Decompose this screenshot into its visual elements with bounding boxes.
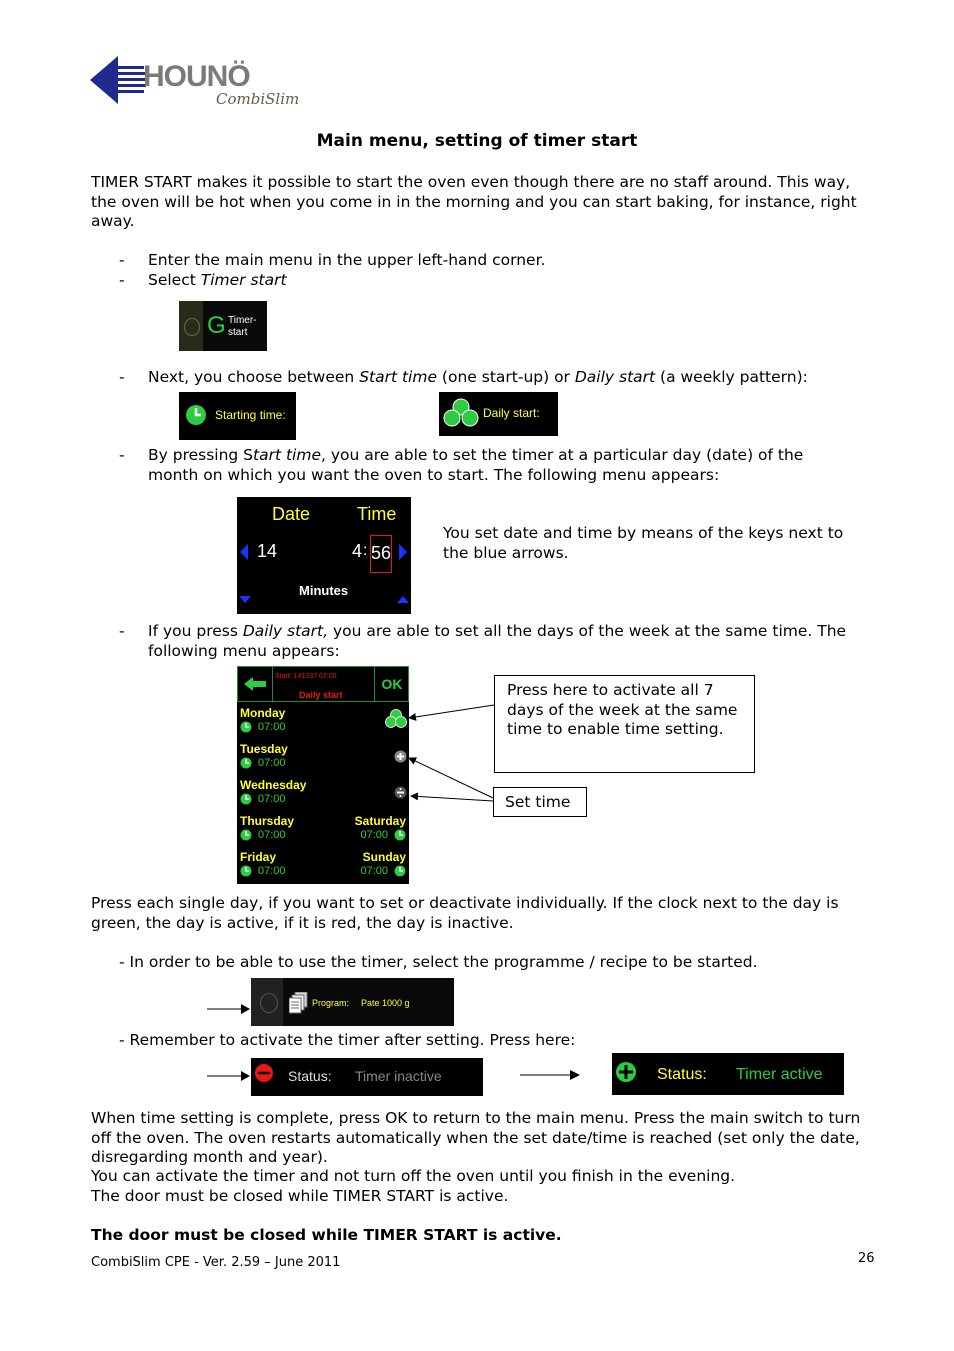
- day-time: 07:00: [360, 829, 388, 841]
- timer-g-icon: G: [207, 312, 226, 339]
- bullet-dash: -: [119, 368, 125, 386]
- callout-all-days: [494, 675, 755, 773]
- multi-clock-icon: [443, 398, 479, 428]
- daily-start-label: Daily start:: [483, 406, 540, 420]
- callout-all-days-text: Press here to activate all 7 days of the week at the same time to enable time setting.: [507, 681, 738, 739]
- clock-icon: [185, 404, 207, 426]
- status-inactive-value: Timer inactive: [355, 1068, 442, 1084]
- daily-start-screen: [237, 666, 409, 884]
- day-sunday[interactable]: [360, 850, 406, 877]
- day-name: Saturday: [354, 814, 406, 828]
- closing-paragraph: When time setting is complete, press OK to return to the main menu. Press the main switch to turn off the oven. The oven restarts automatically when the set date/time is reached (set only the date, disregarding month and year).: [91, 1109, 861, 1167]
- callout-set-time-text: Set time: [505, 793, 571, 811]
- bullet-dash: -: [119, 446, 125, 464]
- step-3: [148, 368, 868, 388]
- program-value: Pate 1000 g: [361, 998, 410, 1008]
- step-3-emphasis: Daily start: [574, 368, 656, 386]
- status-active-value: Timer active: [736, 1066, 823, 1083]
- ok-label: OK: [381, 676, 403, 692]
- day-time: 07:00: [360, 865, 388, 877]
- closing-paragraph: You can activate the timer and not turn off the oven until you finish in the evening.: [91, 1167, 736, 1185]
- day-name: Sunday: [362, 850, 406, 864]
- minute-value[interactable]: 56: [370, 535, 392, 573]
- logo-sub: CombiSlim: [216, 90, 300, 108]
- date-label: Date: [272, 504, 311, 524]
- step-5-text: If you press: [148, 622, 243, 640]
- date-time-note: You set date and time by means of the keys next to the blue arrows.: [443, 524, 844, 562]
- single-day-text: Press each single day, if you want to set or deactivate individually. If the clock next to the day is green, the day is active, if it is red, the day is inactive.: [91, 894, 839, 932]
- step-3-text: (one start-up) or: [437, 368, 575, 386]
- step-4-emphasis: tart time: [253, 446, 322, 464]
- day-thursday[interactable]: [240, 814, 294, 841]
- program-bar[interactable]: [251, 978, 454, 1026]
- pointer-arrow-icon: [207, 1069, 251, 1083]
- intro-paragraph: TIMER START makes it possible to start the oven even though there are no staff around. This way, the oven will be hot when you come in in the morning and you can start baking, for instance, right away.: [91, 173, 857, 231]
- footer-text: CombiSlim CPE - Ver. 2.59 – June 2011: [91, 1255, 341, 1270]
- arrow-up-icon[interactable]: [397, 596, 409, 603]
- pointer-arrow-icon: [207, 1002, 251, 1016]
- arrow-right-icon[interactable]: [399, 544, 407, 560]
- timer-label-line1: Timer-: [228, 315, 257, 326]
- day-time: 07:00: [258, 757, 286, 769]
- day-friday[interactable]: [240, 850, 286, 877]
- clock-icon: [240, 721, 252, 733]
- day-time: 07:00: [258, 721, 286, 733]
- status-active-label: Status:: [657, 1066, 707, 1083]
- bullet-dash: -: [119, 251, 125, 269]
- step-2-text: Select: [148, 271, 201, 289]
- step-1: Enter the main menu in the upper left-hand corner.: [148, 251, 546, 269]
- logo-brand: HOUNÖ: [143, 60, 250, 93]
- radio-circle-icon: [260, 993, 278, 1013]
- transition-arrow-icon: [520, 1068, 582, 1082]
- clock-icon: [240, 829, 252, 841]
- date-value[interactable]: 14: [257, 541, 278, 561]
- day-monday[interactable]: [240, 706, 286, 733]
- logo: [88, 52, 303, 116]
- bullet-dash: -: [119, 271, 125, 289]
- hour-value[interactable]: 4: [352, 541, 363, 561]
- step-4-text: By pressing S: [148, 446, 254, 464]
- remember-text: - Remember to activate the timer after setting. Press here:: [119, 1031, 576, 1049]
- step-5: [148, 622, 858, 661]
- page-title: Main menu, setting of timer start: [316, 131, 638, 151]
- step-2-emphasis: Timer start: [200, 271, 287, 289]
- timer-start-button[interactable]: [179, 301, 267, 351]
- day-time: 07:00: [258, 865, 286, 877]
- date-time-screen: [237, 497, 411, 614]
- day-name: Wednesday: [240, 778, 307, 792]
- clock-icon: [394, 865, 406, 877]
- callout-set-time: [493, 787, 587, 817]
- clock-icon: [394, 829, 406, 841]
- day-name: Monday: [240, 706, 286, 720]
- program-text: - In order to be able to use the timer, select the programme / recipe to be started.: [119, 953, 758, 971]
- day-time: 07:00: [258, 793, 286, 805]
- start-info: Start: 141037 07:00: [275, 673, 337, 680]
- daily-header: Daily start: [299, 690, 343, 700]
- page-number: 26: [858, 1251, 875, 1266]
- timer-label-line2: start: [228, 327, 248, 338]
- callout-arrows: [400, 700, 500, 810]
- bullet-dash: -: [119, 622, 125, 640]
- day-name: Thursday: [240, 814, 295, 828]
- plus-circle-icon: [615, 1061, 637, 1083]
- starting-time-label: Starting time:: [215, 408, 286, 422]
- clock-icon: [240, 793, 252, 805]
- minus-circle-icon: [254, 1063, 274, 1083]
- day-wednesday[interactable]: [240, 778, 306, 805]
- day-saturday[interactable]: [355, 814, 406, 841]
- back-button[interactable]: [238, 667, 273, 701]
- document-stack-icon: [289, 992, 309, 1014]
- step-4-text: , you are able to set the timer at a particular day (date) of the month on which you want the oven to start. The following menu appears:: [148, 446, 804, 484]
- status-inactive-label: Status:: [288, 1068, 332, 1084]
- radio-circle-icon: [184, 318, 200, 336]
- status-inactive-button[interactable]: [251, 1058, 483, 1096]
- step-3-emphasis: Start time: [359, 368, 437, 386]
- ok-button[interactable]: [374, 667, 409, 701]
- arrow-down-icon[interactable]: [239, 596, 251, 603]
- status-active-button[interactable]: [612, 1053, 844, 1095]
- daily-start-button[interactable]: [439, 392, 558, 436]
- step-3-text: (a weekly pattern):: [655, 368, 808, 386]
- step-3-text: Next, you choose between: [148, 368, 360, 386]
- arrow-left-icon[interactable]: [240, 544, 248, 560]
- day-tuesday[interactable]: [240, 742, 288, 769]
- step-5-text: you are able to set all the days of the week at the same time. The following menu appears:: [148, 622, 847, 660]
- closing-paragraph: The door must be closed while TIMER START is active.: [91, 1187, 509, 1205]
- day-name: Tuesday: [240, 742, 288, 756]
- step-4: [148, 446, 848, 485]
- starting-time-button[interactable]: [179, 392, 296, 440]
- clock-icon: [240, 757, 252, 769]
- warning-text: The door must be closed while TIMER START is active.: [91, 1226, 562, 1244]
- logo-mark-icon: [88, 52, 148, 108]
- minutes-label: Minutes: [299, 583, 349, 598]
- day-time: 07:00: [258, 829, 286, 841]
- program-label: Program:: [312, 998, 350, 1008]
- time-separator: :: [363, 542, 368, 559]
- step-2: [148, 271, 287, 291]
- time-label: Time: [357, 504, 397, 524]
- step-5-emphasis: Daily start,: [242, 622, 329, 640]
- day-name: Friday: [240, 850, 277, 864]
- back-arrow-icon: [244, 677, 268, 691]
- clock-icon: [240, 865, 252, 877]
